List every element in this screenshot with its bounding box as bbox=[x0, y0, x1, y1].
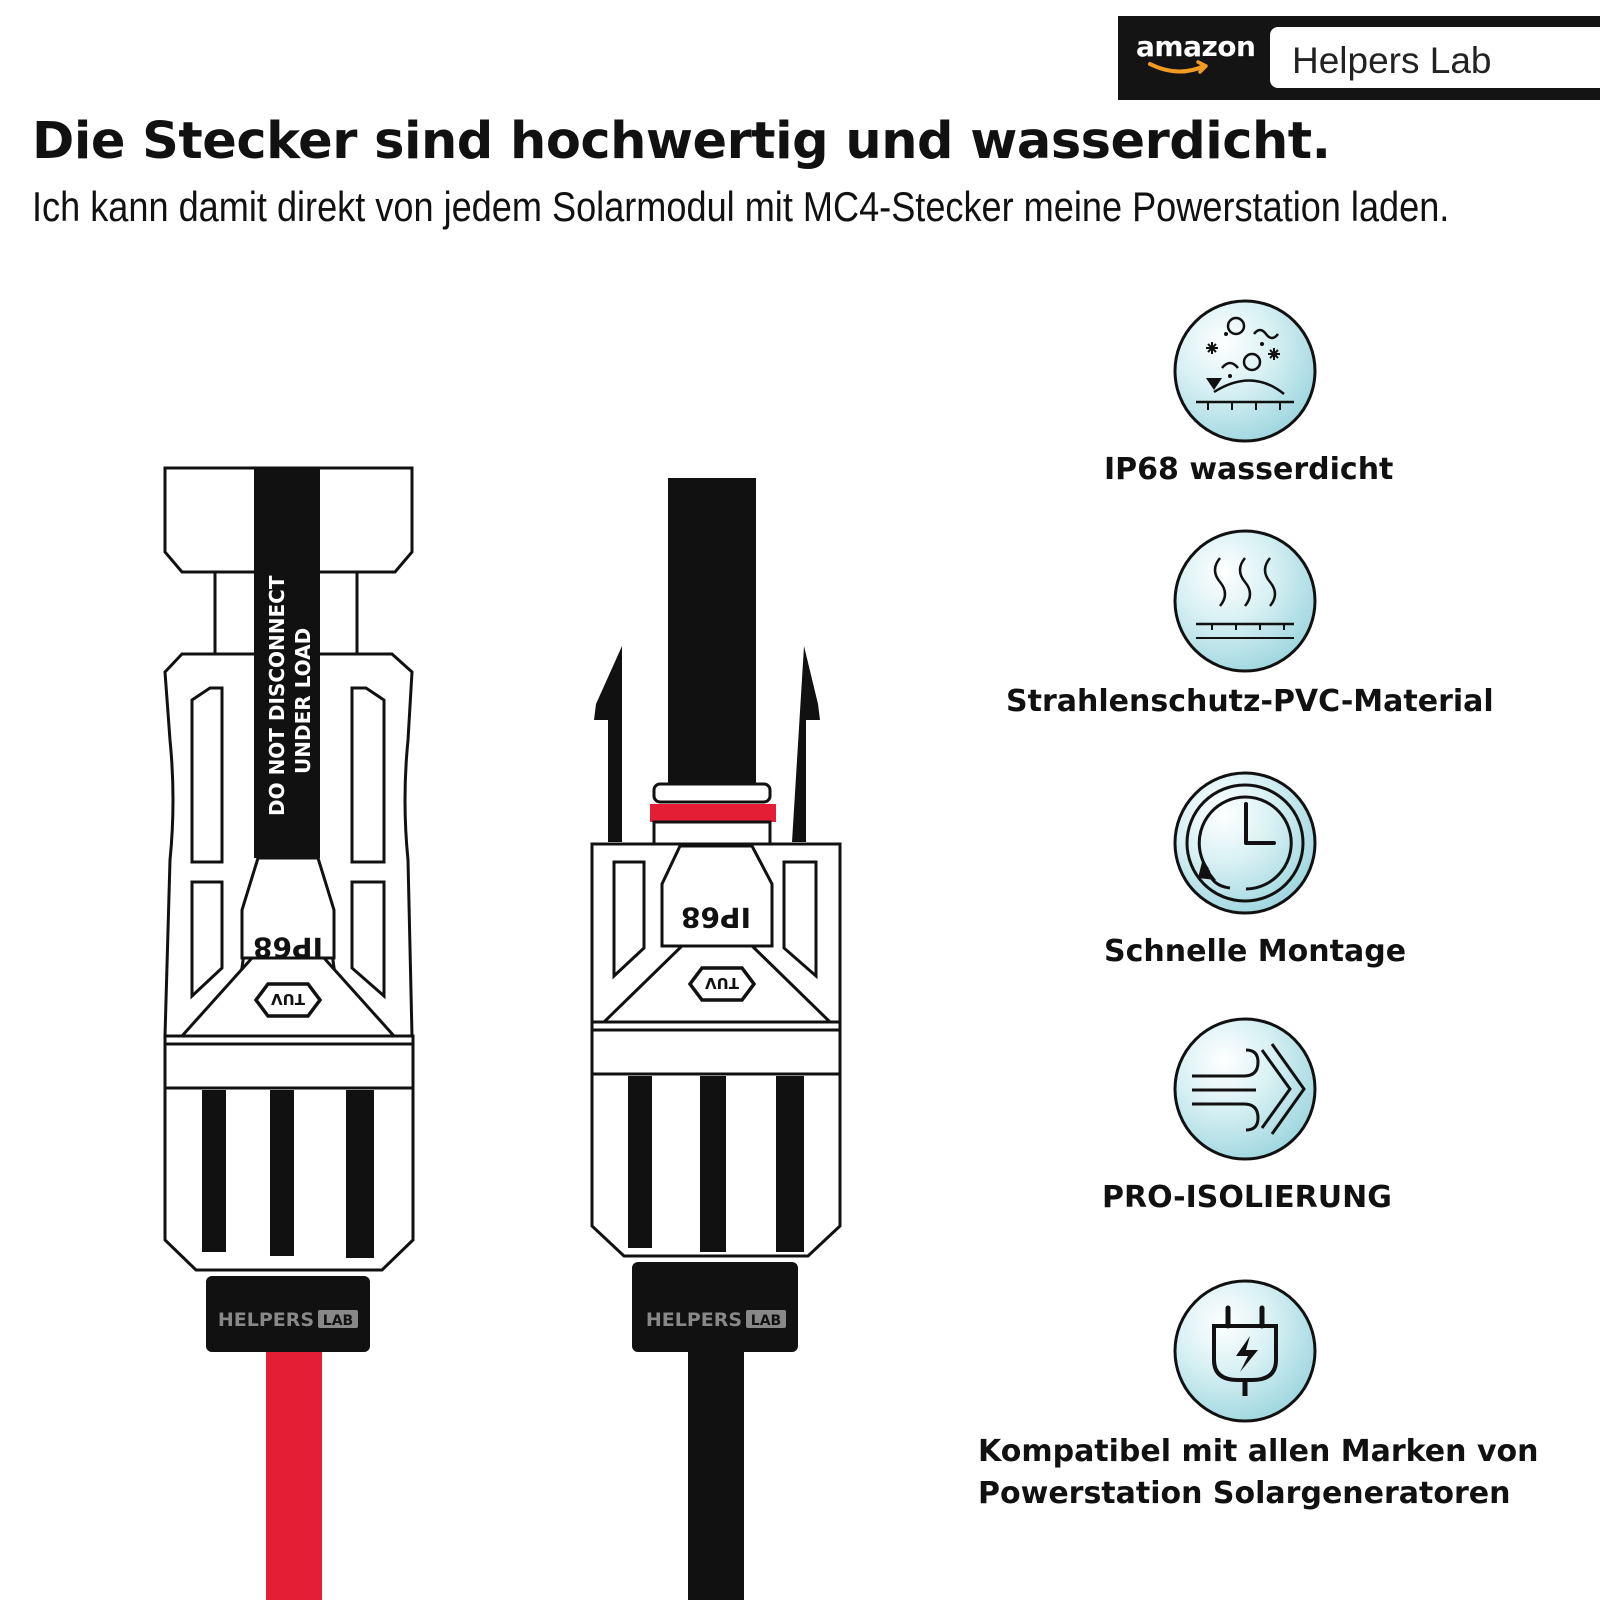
female-connector bbox=[165, 468, 413, 1600]
feature-label-compatible-2: Powerstation Solargeneratoren bbox=[978, 1476, 1511, 1511]
dust-shield-icon bbox=[1172, 298, 1318, 444]
feature-label-insulation: PRO-ISOLIERUNG bbox=[1102, 1180, 1392, 1215]
male-brand: HELPERS bbox=[645, 1309, 743, 1331]
amazon-logo: amazon bbox=[1136, 30, 1256, 63]
shop-name[interactable]: Helpers Lab bbox=[1292, 40, 1492, 81]
black-cable bbox=[688, 1340, 744, 1600]
feature-label-compatible-1: Kompatibel mit allen Marken von bbox=[978, 1434, 1539, 1469]
male-tuv-mark: TUV bbox=[704, 974, 740, 992]
amazon-smile-icon bbox=[1148, 60, 1212, 78]
female-tuv-mark: TUV bbox=[270, 990, 306, 1008]
red-cable bbox=[266, 1340, 322, 1600]
feature-label-waterproof: IP68 wasserdicht bbox=[1104, 452, 1394, 487]
heat-waves-icon bbox=[1172, 528, 1318, 674]
feature-label-pvc: Strahlenschutz-PVC-Material bbox=[1006, 684, 1494, 719]
female-label-line1: DO NOT DISCONNECT bbox=[265, 575, 289, 816]
male-ip-rating: IP68 bbox=[681, 901, 751, 934]
female-label-line2: UNDER LOAD bbox=[291, 627, 315, 774]
subheadline: Ich kann damit direkt von jedem Solarmodul mit MC4-Stecker meine Powerstation laden. bbox=[32, 183, 1450, 230]
wind-icon bbox=[1172, 1016, 1318, 1162]
contact-pin bbox=[668, 478, 756, 790]
clock-rotate-icon bbox=[1172, 770, 1318, 916]
female-ip-rating: IP68 bbox=[253, 931, 323, 964]
mc4-connectors-illustration bbox=[0, 440, 900, 1600]
end-sleeve-male bbox=[632, 1262, 798, 1352]
female-brand-tag: LAB bbox=[322, 1313, 354, 1329]
female-brand: HELPERS bbox=[217, 1309, 315, 1331]
headline: Die Stecker sind hochwertig und wasserdicht. bbox=[32, 112, 1331, 171]
feature-label-assembly: Schnelle Montage bbox=[1104, 934, 1407, 969]
male-brand-tag: LAB bbox=[750, 1313, 782, 1329]
red-seal-ring bbox=[650, 804, 776, 822]
male-connector bbox=[592, 478, 840, 1600]
plug-bolt-icon bbox=[1172, 1278, 1318, 1424]
